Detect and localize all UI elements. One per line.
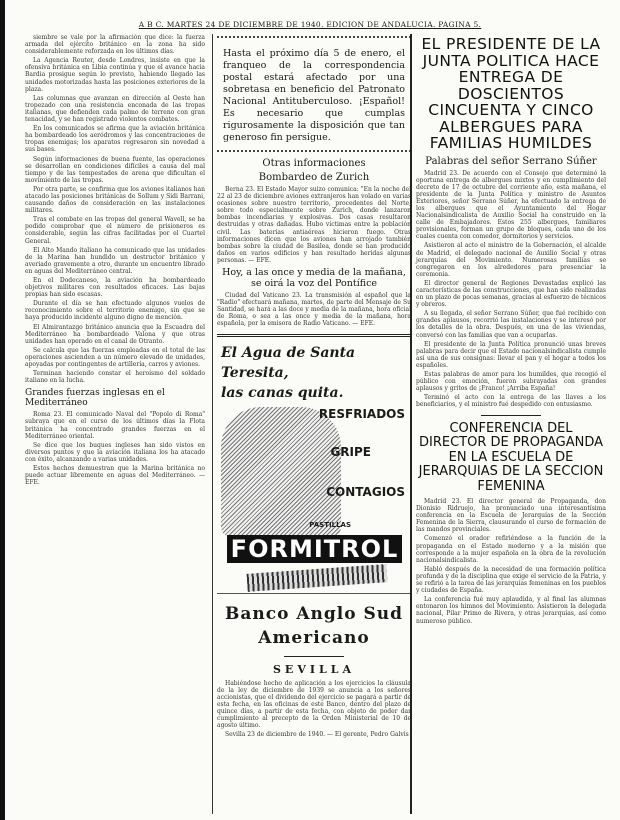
albergues-subhead: Palabras del señor Serrano Súñer: [425, 155, 597, 167]
pontiff-body: Ciudad del Vaticano 23. La transmisión al español que la "Radio" efectuará mañana, martes, de parte del Mensaje de Su Santidad, se hará a las doce y media de la mañana, hora oficial de Roma, o sea a las once y media de la mañana, hora española, por la emisora de Radio Vaticano. — EFE.: [217, 292, 411, 328]
zurich-headline: Bombardeo de Zurich: [258, 172, 370, 183]
paragraph: Las columnas que avanzan en dirección al Oeste han tropezado con una resistencia enconada de las tropas italianas, que defienden cada palmo de terreno con gran tenacidad, y se han registrado violentos combates.: [25, 94, 205, 124]
left-column: [25, 34, 205, 814]
paragraph: siembre se vale por la afirmación que dice: la fuerza armada del ejército británico en la zona ha sido considerablemente reforzada en los últimos días.: [25, 34, 205, 56]
section-title: Otras informaciones: [262, 158, 366, 169]
paragraph: En el Dodecaneso, la aviación ha bombardeado objetivos militares con resultados eficaces. Las bajas propias han sido escasas.: [25, 277, 205, 299]
albergues-headline: EL PRESIDENTE DE LA JUNTA POLITICA HACE ENTREGA DE DOSCIENTOS CINCUENTA Y CINCO ALBERGUES PARA FAMILIAS HUMILDES: [421, 35, 601, 152]
scan-edge: [0, 0, 5, 820]
paragraph: Estas palabras de amor para los humildes, que recogió el público con emoción, fueron subrayadas con grandes aplausos y gritos de ¡Franco! ¡Arriba España!: [416, 371, 606, 393]
right-column: [410, 34, 606, 814]
paragraph: El Almirantazgo británico anuncia que la Escuadra del Mediterráneo ha bombardeado Valona y que otras unidades han operado en el canal de Otranto.: [25, 323, 205, 345]
zurich-body: Berna 23. El Estado Mayor suizo comunica: "En la noche del 22 al 23 de diciembre aviones extranjeros han volado en varias ocasiones sobre nuestro territorio, procedentes del Norte, sobre todo especialmente sobre Zurich, donde lanzaron bombas incendiarias y explosivas. Dos casas resultaron destruidas y otras dañadas. Hubo víctimas entre la población civil. Las baterías antiaéreas hicieron fuego. Otras informaciones dicen que los aviones han arrojado también bombas sobre la ciudad de Basilea, donde se han producido daños en varios edificios y han resultado heridas algunas personas. — EFE.: [217, 186, 411, 264]
divider: [217, 150, 411, 152]
ad-word: RESFRIADOS: [318, 406, 405, 421]
ad-word: CONTAGIOS: [326, 484, 405, 499]
divider: [217, 36, 411, 38]
paragraph: El Alto Mando italiano ha comunicado que las unidades de la Marina han hundido un destructor británico y averiado gravemente a otro, durante un encuentro librado en aguas del Mediterráneo central.: [25, 246, 205, 275]
paragraph: Roma 23. El comunicado Naval del "Popolo di Roma" subraya que en el curso de los últimos días la Flota británica ha concentrado grandes fuerzas en el Mediterráneo oriental.: [25, 411, 205, 440]
bank-name: Banco Anglo Sud: [224, 603, 404, 624]
paragraph: Comenzó el orador refiriéndose a la función de la propaganda en el Estado moderno y a la misión que corresponde a la mujer española en la obra de la revolución nacionalsindicalista.: [416, 535, 606, 564]
formitrol-ad: [217, 403, 411, 594]
paragraph: El director general de Regiones Devastadas explicó las características de las construcciones, que han sido realizadas en un plazo de pocas semanas, gracias al esfuerzo de técnicos y obreros.: [416, 279, 606, 309]
middle-column: [212, 34, 411, 814]
divider: [481, 415, 541, 416]
paragraph: Habló después de la necesidad de una formación política profunda y de la disciplina que exige el servicio de la Patria, y se refirió a la tarea de las jerarquías femeninas en los pueblos y ciudades de España.: [416, 565, 606, 595]
paragraph: Madrid 23. De acuerdo con el Consejo que determinó la oportuna entrega de albergues mixtos y en cumplimiento del decreto de 17 de octubre del corriente año, esta mañana, el presidente de la Junta Política y ministro de Asuntos Exteriores, señor Serrano Súñer, ha efectuado la entrega de los albergues que el Ayuntamiento del Hogar Nacionalsindicalista de Auxilio Social ha construido en la calle de Embajadores. Estos 255 albergues, familiares provisionales, forman un grupo de bloques, cada uno de los cuales cuenta con comedor, dormitorios y servicios.: [416, 169, 606, 241]
paragraph: Durante el día se han efectuado algunos vuelos de reconocimiento sobre el territorio enemigo, sin que se haya producido incidente alguno digno de mención.: [25, 300, 205, 322]
bank-signature: Sevilla 23 de diciembre de 1940. — El gerente, Pedro Galvis: [225, 731, 409, 739]
paragraph: La conferencia fué muy aplaudida, y al final las alumnas entonaron los himnos del Movimiento. Asistieron la delegada nacional, Pilar Primo de Rivera, y otras jerarquías, así como numeroso público.: [416, 596, 606, 625]
ad-line: El Agua de Santa Teresita,: [221, 344, 356, 381]
paragraph: A su llegada, el señor Serrano Súñer, que fué recibido con grandes aplausos, recorrió las instalaciones y se interesó por los detalles de la obra. Después, en una de las viviendas, conversó con las familias que van a ocuparlas.: [416, 310, 606, 339]
paragraph: La Agencia Reuter, desde Londres, insiste en que la ofensiva británica en Libia continúa y que el avance hacia Bardia prosigue según lo previsto, habiendo llegado las unidades motorizadas hasta las posiciones exteriores de la plaza.: [25, 57, 205, 93]
ad-line: las canas quita.: [221, 384, 344, 401]
mediterranean-headline: Grandes fuerzas inglesas en el Mediterráneo: [25, 388, 165, 409]
paragraph: Según informaciones de buena fuente, las operaciones se desarrollan en condiciones difíciles a causa del mal tiempo y de las tempestades de arena que dificultan el movimiento de las tropas.: [25, 155, 205, 184]
paragraph: Madrid 23. El director general de Propaganda, don Dionisio Ridruejo, ha pronunciado una interesantísima conferencia en la Escuela de Jerarquías de la Sección Femenina de la Sierra, clausurando el curso de formación de las mandos provinciales.: [416, 498, 606, 534]
paragraph: Por otra parte, se confirma que los aviones italianos han atacado las posiciones británicas de Sollum y Sidi Barrani, causando daños de consideración en las instalaciones militares.: [25, 185, 205, 215]
postal-notice: Hasta el próximo día 5 de enero, el franqueo de la correspondencia postal estará afectado por una sobretasa en beneficio del Patronato Nacional Antituberculoso. ¡Español! Es necesario que cumplas rigurosamente la disposición que tan generoso fin persigue.: [223, 48, 405, 143]
libya-article: [25, 34, 205, 384]
paragraph: El presidente de la Junta Política pronunció unas breves palabras para decir que el Estado nacionalsindicalista cumple así una de sus consignas: llevar el pan y el hogar a todos los españoles.: [416, 340, 606, 369]
bank-name: Americano: [258, 627, 370, 648]
paragraph: Se dice que los buques ingleses han sido vistos en diversos puntos y que la aviación italiana los ha atacado con éxito, alcanzando a varias unidades.: [25, 441, 205, 463]
paragraph: Asistieron al acto el ministro de la Gobernación, el alcalde de Madrid, el delegado nacional de Auxilio Social y otras jerarquías del Movimiento. Numerosas familias se congregaron en los alrededores para presenciar la ceremonia.: [416, 242, 606, 278]
ad-word: GRIPE: [330, 444, 371, 459]
divider: [284, 656, 344, 657]
paragraph: Estos hechos demuestran que la Marina británica no puede actuar libremente en aguas del Mediterráneo. — EFE.: [25, 464, 205, 487]
paragraph: En los comunicados se afirma que la aviación británica ha bombardeado los aeródromos y las concentraciones de tropas enemigas; los aparatos regresaron sin novedad a sus bases.: [25, 125, 205, 154]
page-folio: A B C. MARTES 24 DE DICIEMBRE DE 1940. EDICION DE ANDALUCIA. PAGINA 5.: [138, 20, 482, 29]
pontiff-headline: Hoy, a las once y media de la mañana, se oirá la voz del Pontífice: [222, 267, 406, 290]
paragraph: Tras el combate en las tropas del general Wavell, se ha podido comprobar que el número de prisioneros es considerable, según las cifras facilitadas por el Cuartel General.: [25, 216, 205, 245]
pastilles-tube-illustration: [247, 564, 388, 592]
bank-city: SEVILLA: [272, 662, 355, 676]
paragraph: Terminan haciendo constar el heroísmo del soldado italiano en la lucha.: [25, 370, 205, 385]
santa-teresita-ad: [217, 334, 411, 403]
bank-body: Habiéndose hecho de aplicación a los ejercicios la cláusula de la ley de diciembre de 1939 se anuncia a los señores accionistas, que el dividendo del ejercicio se pagará a partir de esta fecha, en las oficinas de este Banco, dentro del plazo de quince días, a partir de esta fecha, con objeto de poder dar cumplimiento al precepto de la Orden Ministerial de 10 de agosto último.: [217, 679, 411, 730]
man-illustration: [221, 407, 341, 537]
paragraph: Se calcula que las fuerzas empleadas en el total de las operaciones ascienden a un número elevado de unidades, apoyadas por contingentes de artillería, carros y aviones.: [25, 346, 205, 369]
formitrol-logo: FORMITROL: [227, 535, 402, 563]
paragraph: Terminó el acto con la entrega de las llaves a los beneficiarios, y el ministro fué despedido con entusiasmo.: [416, 394, 606, 409]
bank-ad: [217, 602, 411, 650]
ad-word: PASTILLAS: [309, 520, 351, 529]
conferencia-headline: CONFERENCIA DEL DIRECTOR DE PROPAGANDA EN LA ESCUELA DE JERARQUIAS DE LA SECCION FEMENINA: [418, 420, 604, 494]
